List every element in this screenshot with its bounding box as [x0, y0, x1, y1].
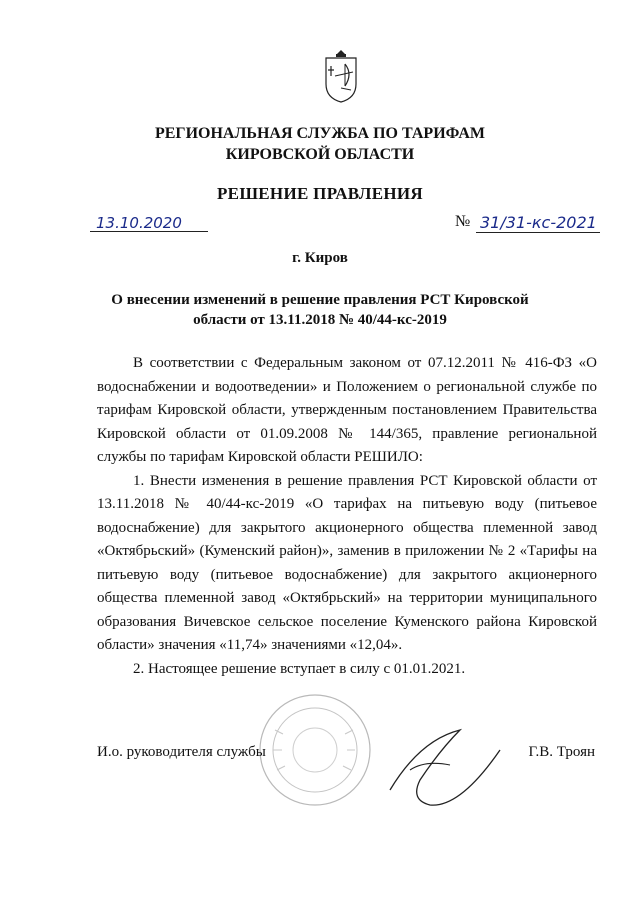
number-underline [476, 232, 600, 233]
date-underline [90, 231, 208, 232]
document-date: 13.10.2020 [96, 214, 182, 232]
organization-name-line2: КИРОВСКОЙ ОБЛАСТИ [225, 146, 415, 163]
document-number: 31/31-кс-2021 [480, 213, 597, 232]
document-body [97, 352, 597, 681]
coat-of-arms-icon [323, 50, 359, 104]
document-title: РЕШЕНИЕ ПРАВЛЕНИЯ [217, 184, 423, 203]
handwritten-signature-icon [380, 720, 510, 810]
round-stamp-seal-icon [255, 690, 375, 810]
subject-line2: области от 13.11.2018 № 40/44-кс-2019 [193, 312, 447, 328]
document-subject [0, 290, 640, 330]
signer-position: И.о. руководителя службы [97, 744, 266, 760]
subject-line1: О внесении изменений в решение правления РСТ Кировской [111, 292, 529, 308]
item-1-paragraph: 1. Внести изменения в решение правления РСТ Кировской области от 13.11.2018 № 40/44-кс-2019 «О тарифах на питьевую воду (питьевое водоснабжение) для закрытого акционерного общества племенной завод «Октябрьский» (Куменский район)», заменив в приложении № 2 «Тарифы на питьевую воду (питьевое водоснабжение) для закрытого акционерного общества племенной завод «Октябрьский» на территории муниципального образования Вичевское сельское поселение Куменского района Кировской области» значения «11,74» значениями «12,04». [97, 472, 597, 653]
city: г. Киров [292, 250, 348, 266]
signer-name: Г.В. Троян [528, 744, 595, 760]
item-2-paragraph: 2. Настоящее решение вступает в силу с 01.01.2021. [133, 660, 466, 677]
preamble-paragraph: В соответствии с Федеральным законом от 07.12.2011 № 416-ФЗ «О водоснабжении и водоотведении» и Положением о региональной службе по тарифам Кировской области, утвержденным постановлением Правительства Кировской области от 01.09.2008 № 144/365, правление региональной службы по тарифам Кировской области РЕШИЛО: [97, 355, 597, 465]
number-sign: № [455, 213, 471, 230]
organization-name-line1: РЕГИОНАЛЬНАЯ СЛУЖБА ПО ТАРИФАМ [154, 125, 486, 142]
